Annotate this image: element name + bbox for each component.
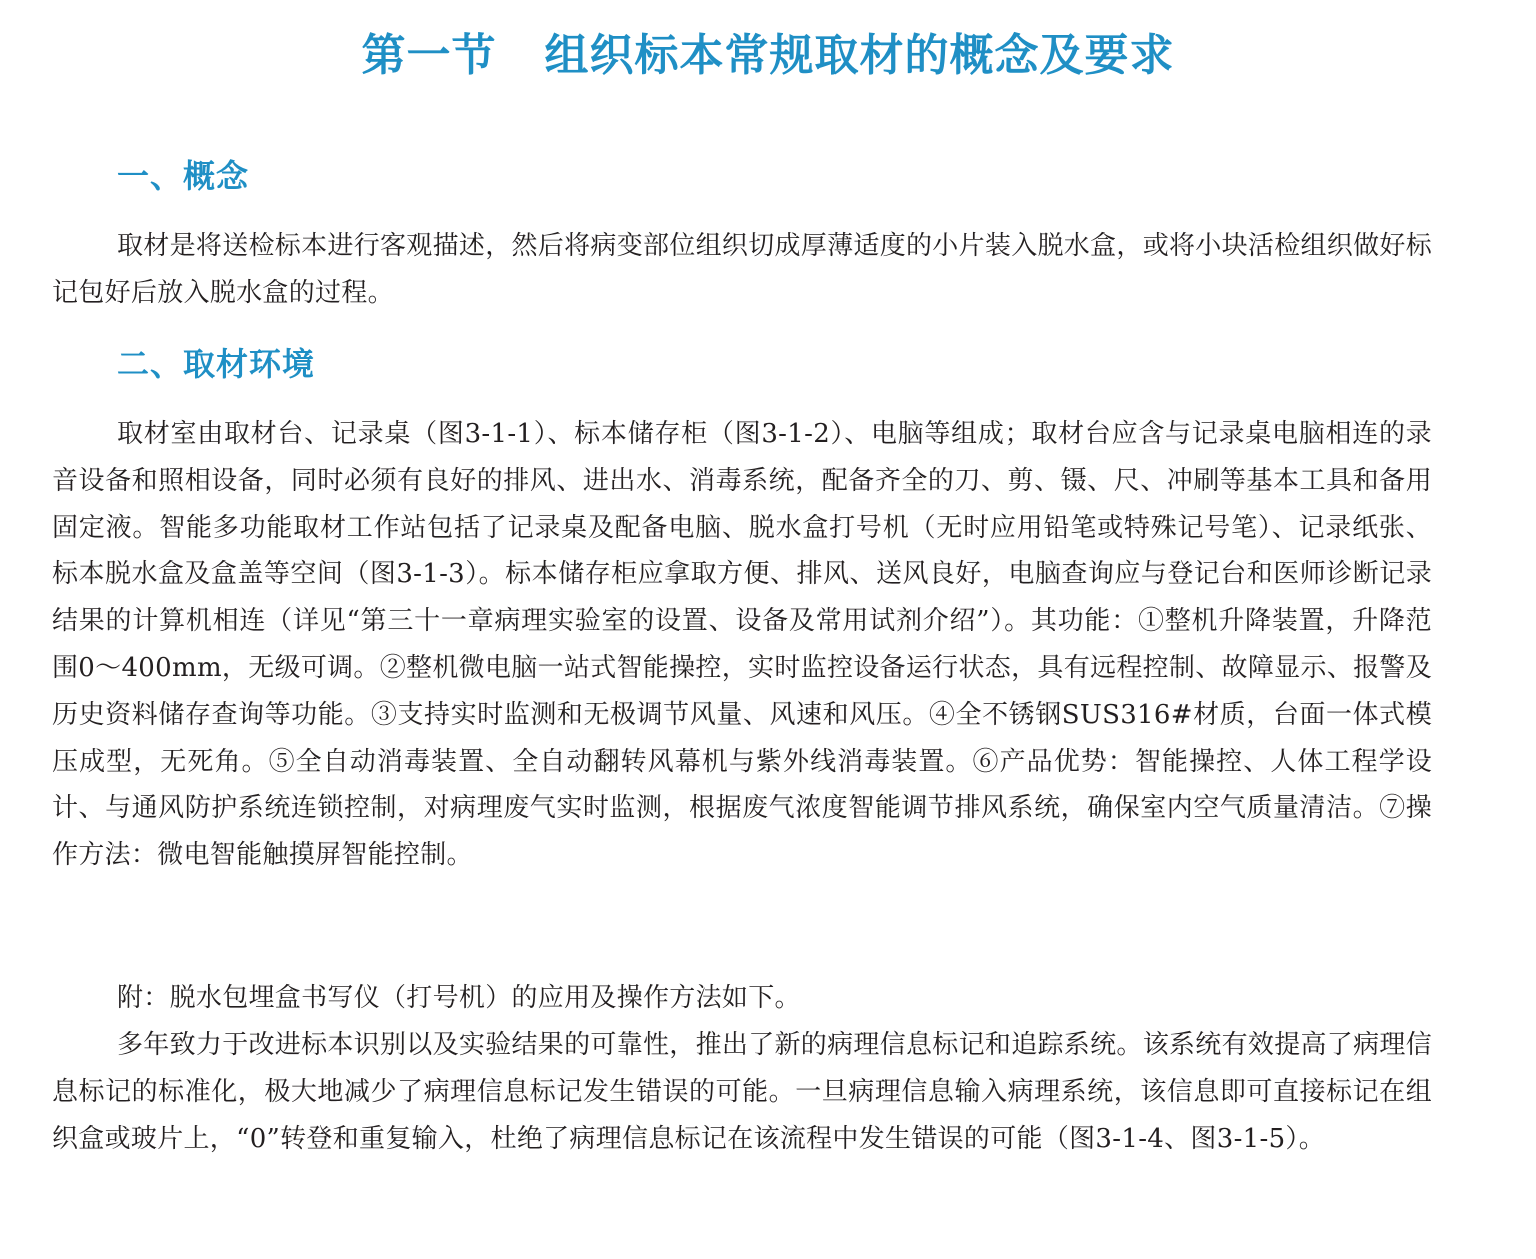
paragraph-environment: 取材室由取材台、记录桌（图3-1-1）、标本储存柜（图3-1-2）、电脑等组成；取材台应含与记录桌电脑相连的录音设备和照相设备，同时必须有良好的排风、进出水、消毒系统，配备齐全的刀、剪、镊、尺、冲刷等基本工具和备用固定液。智能多功能取材工作站包括了记录桌及配备电脑、脱水盒打号机（无时应用铅笔或特殊记号笔）、记录纸张、标本脱水盒及盒盖等空间（图3-1-3）。标本储存柜应拿取方便、排风、送风良好，电脑查询应与登记台和医师诊断记录结果的计算机相连（详见“第三十一章病理实验室的设置、设备及常用试剂介绍”）。其功能：①整机升降装置，升降范围0～400mm，无级可调。②整机微电脑一站式智能操控，实时监控设备运行状态，具有远程控制、故障显示、报警及历史资料储存查询等功能。③支持实时监测和无极调节风量、风速和风压。④全不锈钢SUS316#材质，台面一体式模压成型，无死角。⑤全自动消毒装置、全自动翻转风幕机与紫外线消毒装置。⑥产品优势：智能操控、人体工程学设计、与通风防护系统连锁控制，对病理废气实时监测，根据废气浓度智能调节排风系统，确保室内空气质量清洁。⑦操作方法：微电智能触摸屏智能控制。	[52, 419, 1432, 871]
section-title	[0, 26, 1536, 86]
heading-concept: 一、概念	[117, 157, 250, 195]
paragraph-system: 多年致力于改进标本识别以及实验结果的可靠性，推出了新的病理信息标记和追踪系统。该系统有效提高了病理信息标记的标准化，极大地减少了病理信息标记发生错误的可能。一旦病理信息输入病理系统，该信息即可直接标记在组织盒或玻片上，“0”转登和重复输入，杜绝了病理信息标记在该流程中发生错误的可能（图3-1-4、图3-1-5）。	[52, 1030, 1433, 1154]
paragraph-concept: 取材是将送检标本进行客观描述，然后将病变部位组织切成厚薄适度的小片装入脱水盒，或将小块活检组织做好标记包好后放入脱水盒的过程。	[52, 231, 1433, 308]
section-title-text: 组织标本常规取材的概念及要求	[544, 30, 1175, 81]
paragraph-appendix: 附：脱水包埋盒书写仪（打号机）的应用及操作方法如下。	[117, 983, 801, 1013]
section-number: 第一节	[361, 30, 497, 81]
heading-environment: 二、取材环境	[117, 345, 316, 383]
